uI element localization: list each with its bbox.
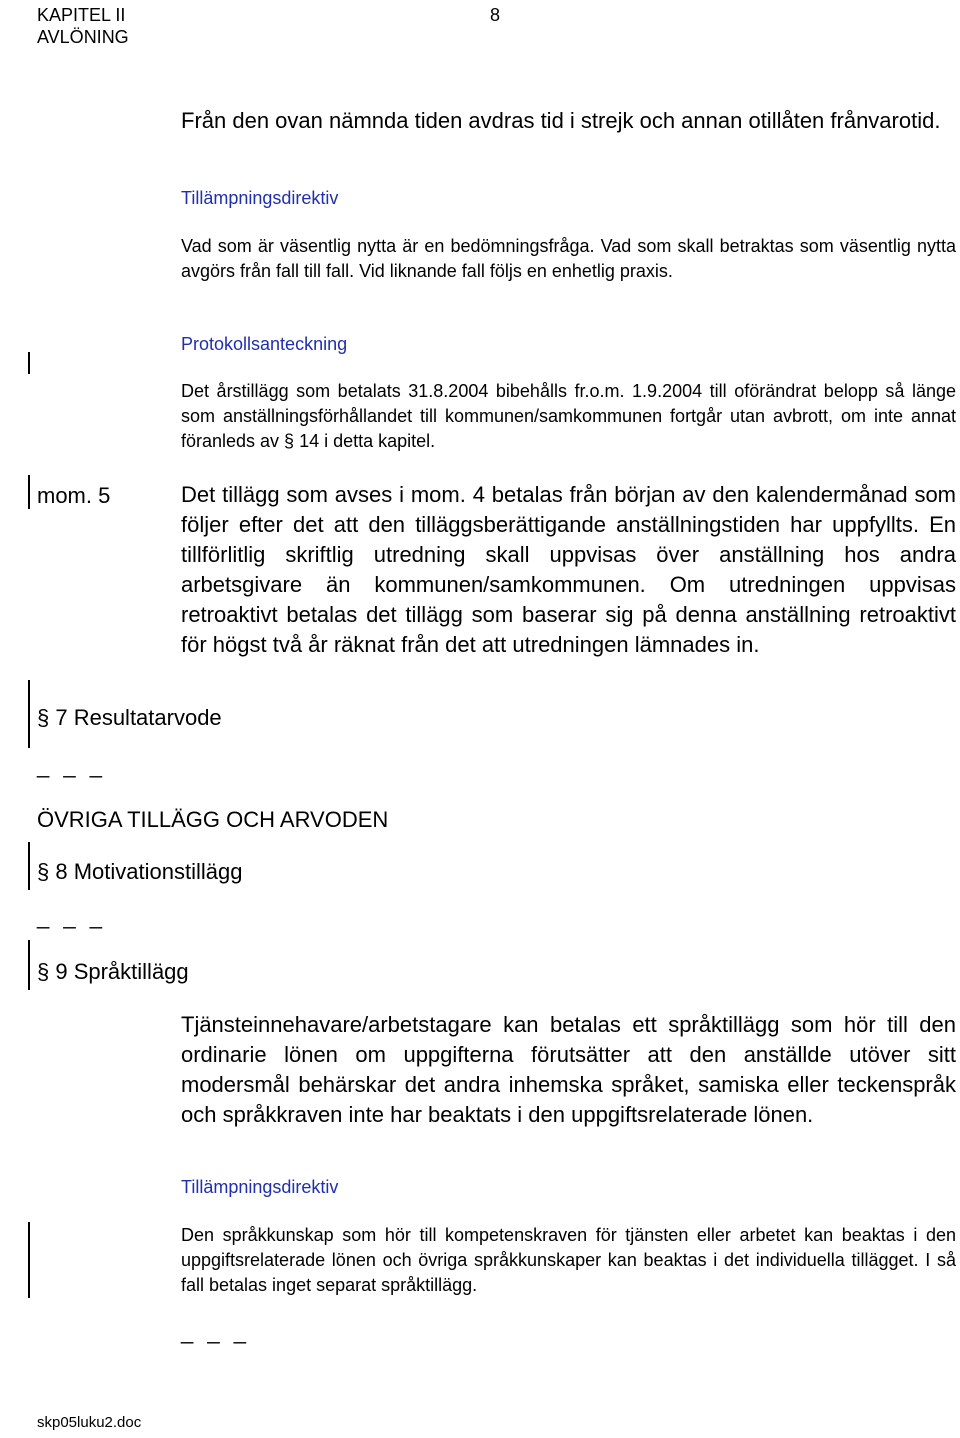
- separator: _ _ _: [37, 904, 106, 929]
- paragraph-tillagg-mom5: Det tillägg som avses i mom. 4 betalas från början av den kalendermånad som följer efter det att den tilläggsberättigande anställningstiden har uppfyllts. En tillförlitlig skriftlig utredning skall uppvisas över anställning hos andra arbetsgivare än kommunen/samkommunen. Om utredningen uppvisas retroaktivt betalas det tillägg som baserar sig på denna anställning retroaktivt för högst två år räknat från det att utredningen lämnades in.: [181, 482, 956, 657]
- chapter-title: AVLÖNING: [37, 27, 129, 47]
- section-heading-ovriga: ÖVRIGA TILLÄGG OCH ARVODEN: [37, 807, 389, 832]
- paragraph-arstillagg: Det årstillägg som betalats 31.8.2004 bibehålls fr.o.m. 1.9.2004 till oförändrat belopp så länge som anställningsförhållandet till kommunen/samkommunen fortgår utan avbrott, om inte annat föranleds av § 14 i detta kapitel.: [181, 381, 956, 451]
- page-number: 8: [490, 5, 501, 25]
- heading-tillampningsdirektiv: Tillämpningsdirektiv: [181, 1177, 339, 1197]
- change-bar: [28, 940, 30, 990]
- change-bar: [28, 842, 30, 890]
- separator: _ _ _: [181, 1319, 250, 1344]
- paragraph-sprakkunskap: Den språkkunskap som hör till kompetenskraven för tjänsten eller arbetet kan beaktas i den uppgiftsrelaterade lönen och övriga språkkunskaper kan beaktas i det individuella tillägget. I så fall betalas inget separat språktillägg.: [181, 1225, 956, 1295]
- footer-filename: skp05luku2.doc: [37, 1414, 142, 1431]
- change-bar: [28, 352, 30, 374]
- change-bar: [28, 475, 30, 509]
- mom-label: mom. 5: [37, 483, 111, 508]
- heading-protokollsanteckning: Protokollsanteckning: [181, 334, 348, 354]
- section-7-heading: § 7 Resultatarvode: [37, 705, 222, 730]
- section-8-heading: § 8 Motivationstillägg: [37, 859, 243, 884]
- section-9-heading: § 9 Språktillägg: [37, 959, 189, 984]
- paragraph-spraktillagg: Tjänsteinnehavare/arbetstagare kan betalas ett språktillägg som hör till den ordinarie lönen om uppgifterna förutsätter att den anställde utöver sitt modersmål behärskar det andra inhemska språket, samiska eller teckenspråk och språkkraven inte har beaktats i den uppgiftsrelaterade lönen.: [181, 1012, 956, 1127]
- separator: _ _ _: [37, 753, 106, 778]
- paragraph-absence: Från den ovan nämnda tiden avdras tid i strejk och annan otillåten frånvarotid.: [181, 108, 941, 133]
- heading-tillampningsdirektiv: Tillämpningsdirektiv: [181, 188, 339, 208]
- change-bar: [28, 680, 30, 748]
- chapter-label: KAPITEL II: [37, 5, 126, 25]
- paragraph-vasentlig-nytta: Vad som är väsentlig nytta är en bedömningsfråga. Vad som skall betraktas som väsentlig nytta avgörs från fall till fall. Vid liknande fall följs en enhetlig praxis.: [181, 236, 956, 281]
- change-bar: [28, 1222, 30, 1298]
